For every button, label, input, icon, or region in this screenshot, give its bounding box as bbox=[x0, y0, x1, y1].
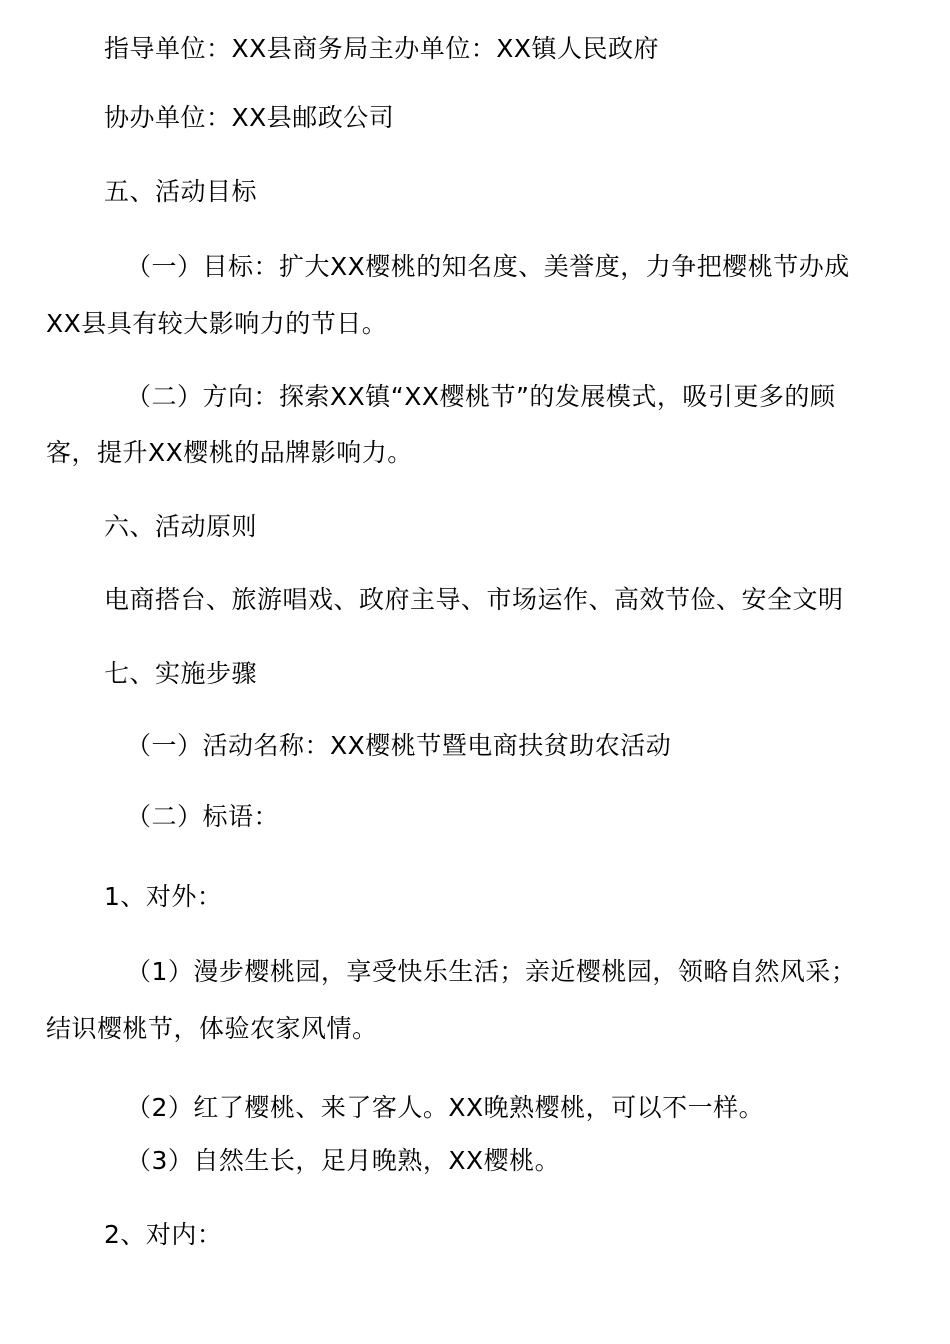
text-line-guiding-unit: 指导单位：XX县商务局主办单位：XX镇人民政府 bbox=[104, 34, 660, 63]
text-line-goal-2b: 客，提升XX樱桃的品牌影响力。 bbox=[46, 438, 413, 467]
text-line-slogan-1b: 结识樱桃节，体验农家风情。 bbox=[46, 1014, 378, 1043]
text-line-slogan-1a: （1）漫步樱桃园，享受快乐生活；亲近樱桃园，领略自然风采； bbox=[126, 957, 857, 986]
text-line-slogan: （二）标语： bbox=[126, 802, 280, 831]
section-heading-steps: 七、实施步骤 bbox=[104, 659, 258, 688]
text-line-slogan-3: （3）自然生长，足月晚熟，XX樱桃。 bbox=[126, 1146, 561, 1175]
text-line-slogan-2: （2）红了樱桃、来了客人。XX晚熟樱桃，可以不一样。 bbox=[126, 1093, 765, 1122]
text-line-internal: 2、对内： bbox=[104, 1220, 223, 1249]
section-heading-principles: 六、活动原则 bbox=[104, 512, 258, 541]
text-line-goal-1b: XX县具有较大影响力的节日。 bbox=[46, 309, 388, 338]
text-line-goal-2a: （二）方向：探索XX镇“XX樱桃节”的发展模式，吸引更多的顾 bbox=[126, 382, 836, 411]
text-line-co-organizer: 协办单位：XX县邮政公司 bbox=[104, 103, 395, 132]
text-line-activity-name: （一）活动名称：XX樱桃节暨电商扶贫助农活动 bbox=[126, 731, 672, 760]
text-line-external: 1、对外： bbox=[104, 882, 223, 911]
text-line-goal-1a: （一）目标：扩大XX樱桃的知名度、美誉度，力争把樱桃节办成 bbox=[126, 252, 850, 281]
section-heading-goals: 五、活动目标 bbox=[104, 177, 258, 206]
text-line-principles: 电商搭台、旅游唱戏、政府主导、市场运作、高效节俭、安全文明 bbox=[104, 585, 844, 614]
